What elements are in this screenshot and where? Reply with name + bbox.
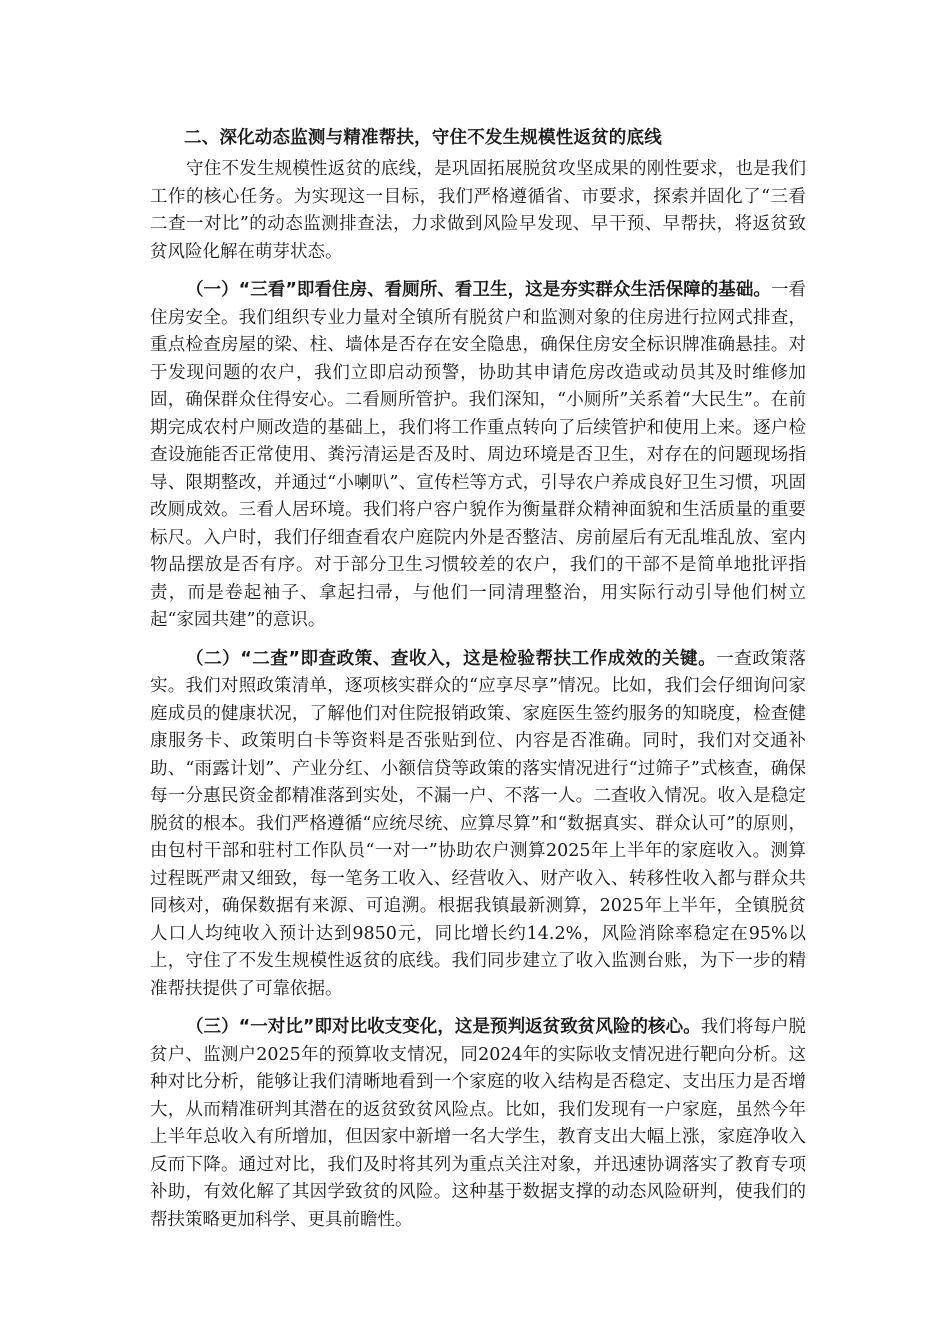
paragraph-intro-text: 守住不发生规模性返贫的底线，是巩固拓展脱贫攻坚成果的刚性要求，也是我们工作的核心任务。为实现这一目标，我们严格遵循省、市要求，探索并固化了“三看二查一对比”的动态监测排查法，力求做到风险早发现、早干预、早帮扶，将返贫致贫风险化解在萌芽状态。 <box>150 159 806 262</box>
document-page <box>150 122 806 1245</box>
paragraph-three-checks-text: 一看住房安全。我们组织专业力量对全镇所有脱贫户和监测对象的住房进行拉网式排查，重点检查房屋的梁、柱、墙体是否存在安全隐患，确保住房安全标识牌准确悬挂。对于发现问题的农户，我们立即启动预警，协助其申请危房改造或动员其及时维修加固，确保群众住得安心。二看厕所管护。我们深知，“小厕所”关系着“大民生”。在前期完成农村户厕改造的基础上，我们将工作重点转向了后续管护和使用上来。逐户检查设施能否正常使用、粪污清运是否及时、周边环境是否卫生，对存在的问题现场指导、限期整改，并通过“小喇叭”、宣传栏等方式，引导农户养成良好卫生习惯，巩固改厕成效。三看人居环境。我们将户容户貌作为衡量群众精神面貌和生活质量的重要标尺。入户时，我们仔细查看农户庭院内外是否整洁、房前屋后有无乱堆乱放、室内物品摆放是否有序。对于部分卫生习惯较差的农户，我们的干部不是简单地批评指责，而是卷起袖子、拿起扫帚，与他们一同清理整治，用实际行动引导他们树立起“家园共建”的意识。 <box>150 280 806 630</box>
paragraph-one-comparison-lead: （三）“一对比”即对比收支变化，这是预判返贫致贫风险的核心。 <box>186 1017 701 1037</box>
paragraph-two-inspections-lead: （二）“二查”即查政策、查收入，这是检验帮扶工作成效的关键。 <box>186 648 717 669</box>
paragraph-one-comparison-text: 我们将每户脱贫户、监测户2025年的预算收支情况，同2024年的实际收支情况进行靶向分析。这种对比分析，能够让我们清晰地看到一个家庭的收入结构是否稳定、支出压力是否增大，从而精准研判其潜在的返贫致贫风险点。比如，我们发现有一户家庭，虽然今年上半年总收入有所增加，但因家中新增一名大学生，教育支出大幅上涨，家庭净收入反而下降。通过对比，我们及时将其列为重点关注对象，并迅速协调落实了教育专项补助，有效化解了其因学致贫的风险。这种基于数据支撑的动态风险研判，使我们的帮扶策略更加科学、更具前瞻性。 <box>150 1017 806 1230</box>
paragraph-one-comparison <box>150 1014 806 1234</box>
paragraph-intro <box>150 156 806 266</box>
section-title: 二、深化动态监测与精准帮扶，守住不发生规模性返贫的底线 <box>184 128 662 148</box>
paragraph-two-inspections-text: 一查政策落实。我们对照政策清单，逐项核实群众的“应享尽享”情况。比如，我们会仔细询问家庭成员的健康状况，了解他们对住院报销政策、家庭医生签约服务的知晓度，检查健康服务卡、政策明白卡等资料是否张贴到位、内容是否准确。同时，我们对交通补助、“雨露计划”、产业分红、小额信贷等政策的落实情况进行“过筛子”式核查，确保每一分惠民资金都精准落到实处，不漏一户、不落一人。二查收入情况。收入是稳定脱贫的根本。我们严格遵循“应统尽统、应算尽算”和“数据真实、群众认可”的原则，由包村干部和驻村工作队员“一对一”协助农户测算2025年上半年的家庭收入。测算过程既严肃又细致，每一笔务工收入、经营收入、财产收入、转移性收入都与群众共同核对，确保数据有来源、可追溯。根据我镇最新测算，2025年上半年，全镇脱贫人口人均纯收入预计达到9850元，同比增长约14.2%，风险消除率稳定在95%以上，守住了不发生规模性返贫的底线。我们同步建立了收入监测台账，为下一步的精准帮扶提供了可靠依据。 <box>150 648 806 999</box>
paragraph-two-inspections <box>150 646 806 1004</box>
paragraph-three-checks-lead: （一）“三看”即看住房、看厕所、看卫生，这是夯实群众生活保障的基础。 <box>186 280 771 300</box>
paragraph-three-checks <box>150 277 806 635</box>
